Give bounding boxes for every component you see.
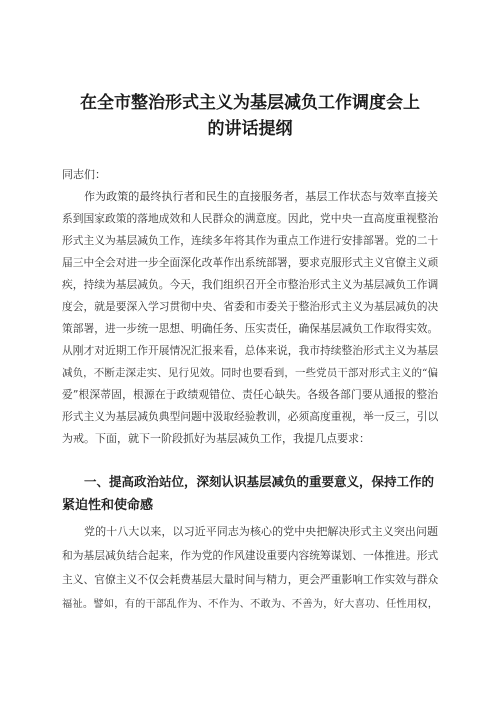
paragraph-1-line: 形式主义为基层减负工作，连续多年将其作为重点工作进行安排部署。党的二十: [62, 234, 438, 247]
document-title-line-1: 在全市整治形式主义为基层减负工作调度会上: [80, 93, 420, 113]
document-title-line-2: 的讲话提纲: [207, 119, 293, 139]
paragraph-2-line: 党的十八大以来，以习近平同志为核心的党中央把解决形式主义突出问题: [84, 525, 438, 538]
paragraph-1-line: 形式主义为基层减负典型问题中汲取经验教训，必须高度重视，举一反三，引以: [62, 410, 438, 423]
paragraph-1-line: 作为政策的最终执行者和民生的直接服务者，基层工作状态与效率直接关: [84, 190, 438, 203]
paragraph-1-line: 从刚才对近期工作开展情况汇报来看，总体来说，我市持续整治形式主义为基层: [62, 344, 438, 357]
paragraph-1-line: 疾，持续为基层减负。今天，我们组织召开全市整治形式主义为基层减负工作调: [62, 278, 438, 291]
paragraph-1-line: 为戒。下面，就下一阶段抓好为基层减负工作，我提几点要求：: [62, 432, 370, 445]
section-heading-1-line-1: 一、提高政治站位，深刻认识基层减负的重要意义，保持工作的: [84, 474, 435, 489]
paragraph-2-line: 福祉。譬如，有的干部乱作为、不作为、不敢为、不善为，好大喜功、任性用权，: [62, 598, 438, 610]
paragraph-1-line: 减负，不断走深走实、见行见效。同时也要看到，一些党员干部对形式主义的“偏: [62, 367, 438, 379]
salutation: 同志们：: [62, 168, 106, 181]
paragraph-1-line: 爱”根深蒂固，根源在于政绩观错位、责任心缺失。各级各部门要从通报的整治: [62, 388, 438, 401]
section-heading-1-line-2: 紧迫性和使命感: [62, 498, 154, 513]
paragraph-2-line: 和为基层减负结合起来，作为党的作风建设重要内容统筹谋划、一体推进。形式: [62, 549, 438, 562]
paragraph-1-line: 策部署，进一步统一思想、明确任务、压实责任，确保基层减负工作取得实效。: [62, 322, 438, 335]
paragraph-1-line: 度会，就是要深入学习贯彻中央、省委和市委关于整治形式主义为基层减负的决: [62, 300, 438, 313]
paragraph-1-line: 系到国家政策的落地成效和人民群众的满意度。因此，党中央一直高度重视整治: [62, 212, 438, 225]
paragraph-1-line: 届三中全会对进一步全面深化改革作出系统部署，要求克服形式主义官僚主义顽: [62, 256, 438, 269]
paragraph-2-line: 主义、官僚主义不仅会耗费基层大量时间与精力，更会严重影响工作实效与群众: [62, 573, 438, 586]
